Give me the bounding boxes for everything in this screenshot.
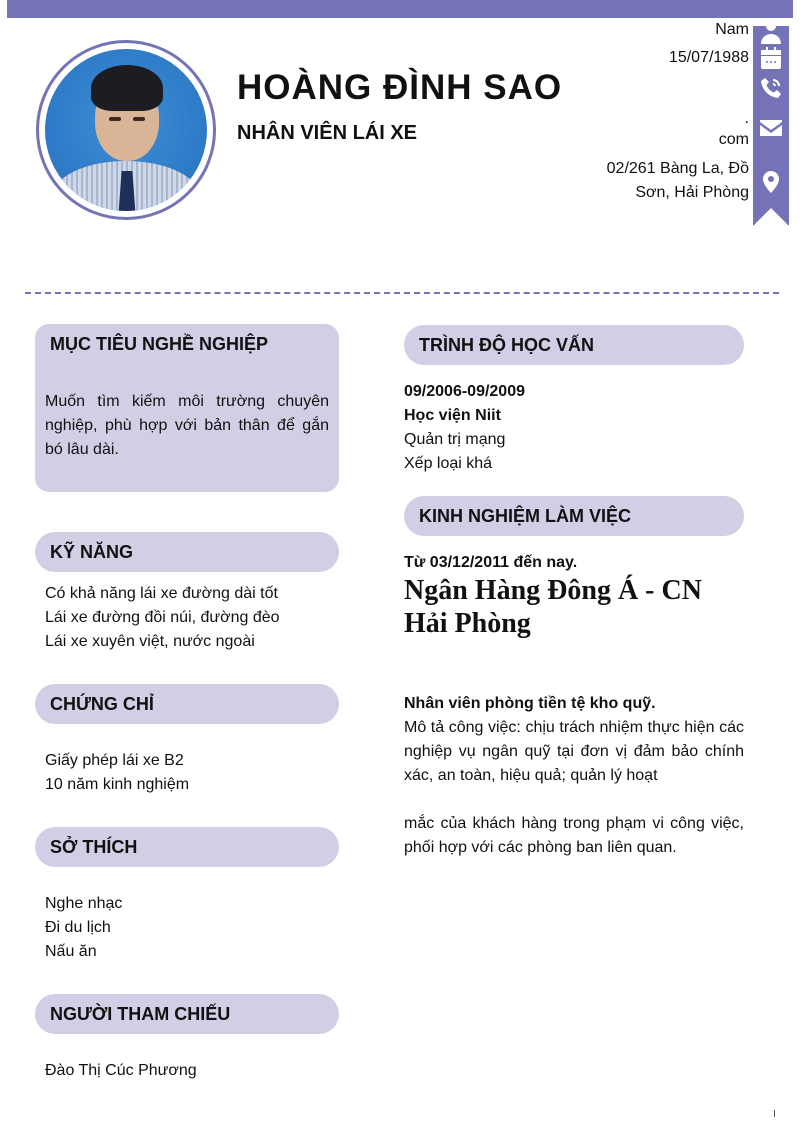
skills-list bbox=[45, 582, 280, 654]
list-item: Có khả năng lái xe đường dài tốt bbox=[45, 585, 278, 602]
section-title-references: NGƯỜI THAM CHIẾU bbox=[35, 994, 339, 1034]
list-item: 10 năm kinh nghiệm bbox=[45, 776, 190, 793]
location-pin-icon bbox=[759, 170, 783, 194]
candidate-name: HOÀNG ĐÌNH SAO bbox=[237, 68, 563, 107]
mail-icon bbox=[759, 116, 783, 140]
experience-description-part1: Mô tả công việc: chịu trách nhiệm thực hiện các nghiệp vụ ngân quỹ tại đơn vị đảm bảo chính xác, an toàn, hiệu quả; quản lý hoạt bbox=[404, 719, 744, 784]
list-item: Lái xe đường đồi núi, đường đèo bbox=[45, 609, 280, 626]
top-accent-bar bbox=[7, 0, 793, 18]
list-item: Đào Thị Cúc Phương bbox=[45, 1062, 197, 1079]
experience-period-text: Từ 03/12/2011 đến nay. bbox=[404, 554, 578, 571]
contact-phone: . bbox=[744, 110, 749, 127]
avatar-eye bbox=[133, 117, 145, 121]
list-item: Lái xe xuyên việt, nước ngoài bbox=[45, 633, 255, 650]
section-title-experience: KINH NGHIỆM LÀM VIỆC bbox=[404, 496, 744, 536]
job-title: NHÂN VIÊN LÁI XE bbox=[237, 122, 418, 144]
header-divider bbox=[25, 292, 779, 294]
list-item: Nghe nhạc bbox=[45, 895, 123, 912]
avatar-frame bbox=[36, 40, 216, 220]
objective-text: Muốn tìm kiếm môi trường chuyên nghiệp, phù hợp với bản thân để gắn bó lâu dài. bbox=[45, 393, 329, 458]
section-title-hobbies: SỞ THÍCH bbox=[35, 827, 339, 867]
experience-company: Ngân Hàng Đông Á - CN Hải Phòng bbox=[404, 575, 702, 639]
avatar-eye bbox=[109, 117, 121, 121]
education-details bbox=[404, 380, 525, 476]
section-title: MỤC TIÊU NGHỀ NGHIỆP bbox=[50, 334, 269, 354]
contact-email: com bbox=[718, 131, 749, 148]
section-title-skills: KỸ NĂNG bbox=[35, 532, 339, 572]
contact-dob: 15/07/1988 bbox=[668, 49, 749, 66]
list-item: Nấu ăn bbox=[45, 943, 97, 960]
avatar bbox=[45, 49, 207, 211]
experience-description-part2: mắc của khách hàng trong phạm vi công việc, phối hợp với các phòng ban liên quan. bbox=[404, 815, 744, 856]
user-icon bbox=[759, 20, 783, 44]
calendar-icon bbox=[759, 46, 783, 70]
experience-role: Nhân viên phòng tiền tệ kho quỹ. bbox=[404, 695, 656, 712]
list-item: Đi du lịch bbox=[45, 919, 111, 936]
contact-address-line1: 02/261 Bàng La, Đồ bbox=[606, 160, 749, 177]
contact-icon-ribbon bbox=[753, 26, 789, 226]
section-title-certificates: CHỨNG CHỈ bbox=[35, 684, 339, 724]
contact-gender: Nam bbox=[715, 21, 749, 38]
phone-icon bbox=[759, 76, 783, 100]
experience-period bbox=[404, 551, 577, 575]
contact-address-line2: Sơn, Hải Phòng bbox=[635, 184, 749, 201]
education-school: Học viện Niit bbox=[404, 407, 501, 424]
hobbies-list bbox=[45, 892, 122, 964]
certificates-list bbox=[45, 749, 189, 797]
education-grade: Xếp loại khá bbox=[404, 455, 493, 472]
references-list bbox=[45, 1059, 197, 1083]
education-period: 09/2006-09/2009 bbox=[404, 383, 525, 400]
section-career-objective bbox=[35, 324, 339, 492]
list-item: Giấy phép lái xe B2 bbox=[45, 752, 184, 769]
education-major: Quản trị mạng bbox=[404, 431, 506, 448]
page-marker bbox=[774, 1110, 775, 1117]
avatar-hair bbox=[91, 65, 163, 111]
section-title-education: TRÌNH ĐỘ HỌC VẤN bbox=[404, 325, 744, 365]
